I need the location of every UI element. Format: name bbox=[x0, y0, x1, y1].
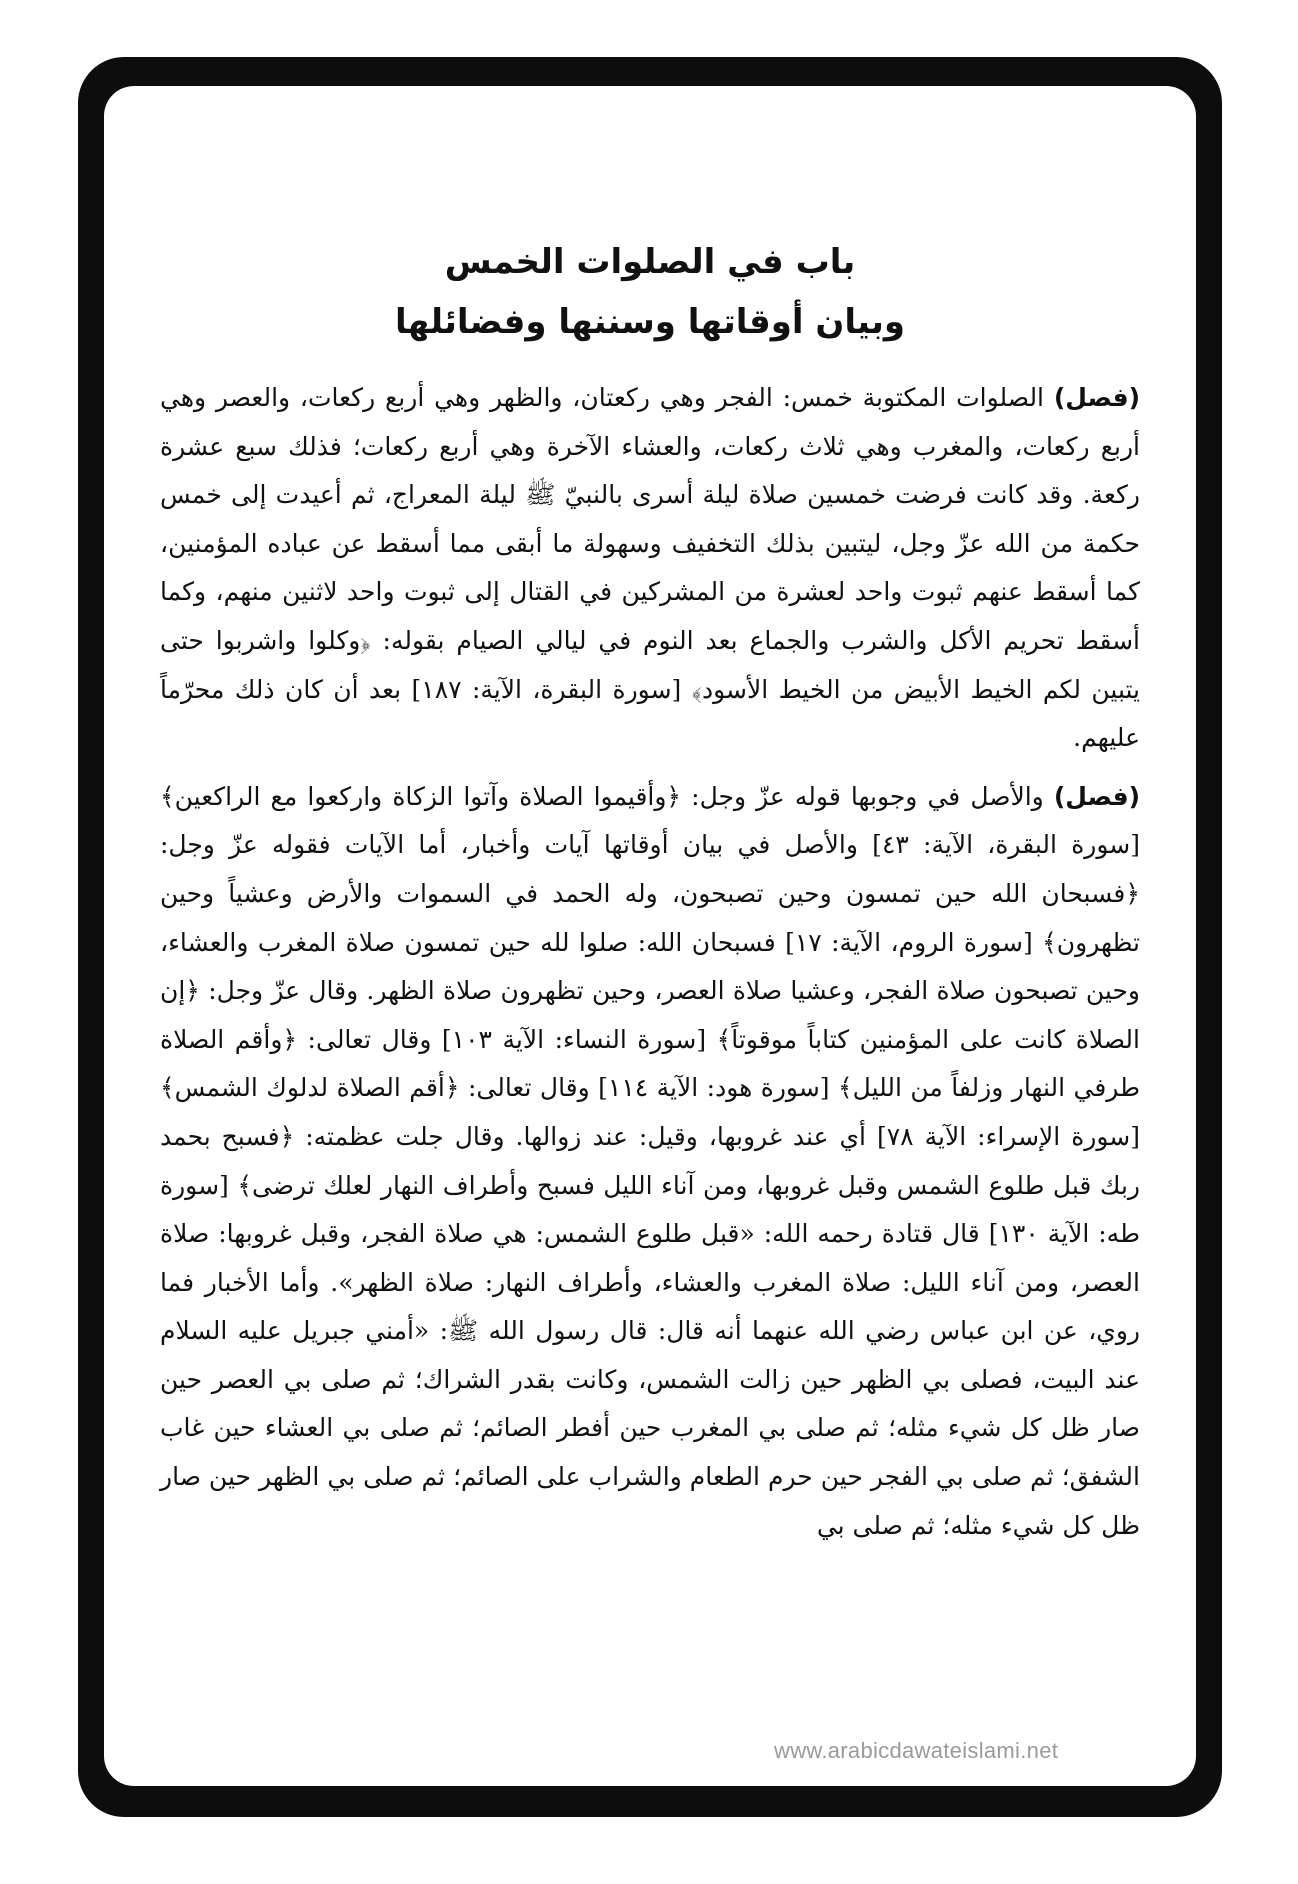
paragraph-text: الصلوات المكتوبة خمس: الفجر وهي ركعتان، والظهر وهي أربع ركعات، والعصر وهي أربع ركعات، والمغرب وهي ثلاث ركعات، والعشاء الآخرة وهي أربع ركعات؛ فذلك سبع عشرة ركعة. وقد كانت فرضت خمسين صلاة ليلة أسرى بالنبيّ ﷺ ليلة المعراج، ثم أعيدت إلى خمس حكمة من الله عزّ وجل، ليتبين بذلك التخفيف وسهولة ما أبقى مما أسقط عن عباده المؤمنين، كما أسقط عنهم ثبوت واحد لعشرة من المشركين في القتال إلى ثبوت واحد لاثنين منهم، وكما أسقط تحريم الأكل والشرب والجماع بعد النوم في ليالي الصيام بقوله: ﴿وكلوا واشربوا حتى يتبين لكم الخيط الأبيض من الخيط الأسود﴾ [سورة البقرة، الآية: ١٨٧] بعد أن كان ذلك محرّماً عليهم. bbox=[160, 383, 1140, 753]
website-watermark: www.arabicdawateislami.net bbox=[774, 1738, 1059, 1763]
document-body bbox=[160, 232, 1140, 1560]
paragraph-text: والأصل في وجوبها قوله عزّ وجل: ﴿وأقيموا الصلاة وآتوا الزكاة واركعوا مع الراكعين﴾ [سورة البقرة، الآية: ٤٣] والأصل في بيان أوقاتها آيات وأخبار، أما الآيات فقوله عزّ وجل: ﴿فسبحان الله حين تمسون وحين تصبحون، وله الحمد في السموات والأرض وعشياً وحين تظهرون﴾ [سورة الروم، الآية: ١٧] فسبحان الله: صلوا لله حين تمسون صلاة المغرب والعشاء، وحين تصبحون صلاة الفجر، وعشيا صلاة العصر، وحين تظهرون صلاة الظهر. وقال عزّ وجل: ﴿إن الصلاة كانت على المؤمنين كتاباً موقوتاً﴾ [سورة النساء: الآية ١٠٣] وقال تعالى: ﴿وأقم الصلاة طرفي النهار وزلفاً من الليل﴾ [سورة هود: الآية ١١٤] وقال تعالى: ﴿أقم الصلاة لدلوك الشمس﴾ [سورة الإسراء: الآية ٧٨] أي عند غروبها، وقيل: عند زوالها. وقال جلت عظمته: ﴿فسبح بحمد ربك قبل طلوع الشمس وقبل غروبها، ومن آناء الليل فسبح وأطراف النهار لعلك ترضى﴾ [سورة طه: الآية ١٣٠] قال قتادة رحمه الله: «قبل طلوع الشمس: هي صلاة الفجر، وقبل غروبها: صلاة العصر، ومن آناء الليل: صلاة المغرب والعشاء، وأطراف النهار: صلاة الظهر». وأما الأخبار فما روي، عن ابن عباس رضي الله عنهما أنه قال: قال رسول الله ﷺ: «أمني جبريل عليه السلام عند البيت، فصلى بي الظهر حين زالت الشمس، وكانت بقدر الشراك؛ ثم صلى بي العصر حين صار ظل كل شيء مثله؛ ثم صلى بي المغرب حين أفطر الصائم؛ ثم صلى بي العشاء حين غاب الشفق؛ ثم صلى بي الفجر حين حرم الطعام والشراب على الصائم؛ ثم صلى بي الظهر حين صار ظل كل شيء مثله؛ ثم صلى بي bbox=[160, 781, 1141, 1540]
chapter-heading bbox=[160, 232, 1140, 352]
paragraph-1 bbox=[160, 374, 1140, 763]
chapter-title: باب في الصلوات الخمس bbox=[444, 242, 856, 282]
chapter-subtitle: وبيان أوقاتها وسننها وفضائلها bbox=[395, 302, 905, 342]
section-marker: (فصل) bbox=[1053, 383, 1140, 412]
paragraph-2 bbox=[160, 773, 1140, 1551]
section-marker: (فصل) bbox=[1053, 781, 1140, 811]
